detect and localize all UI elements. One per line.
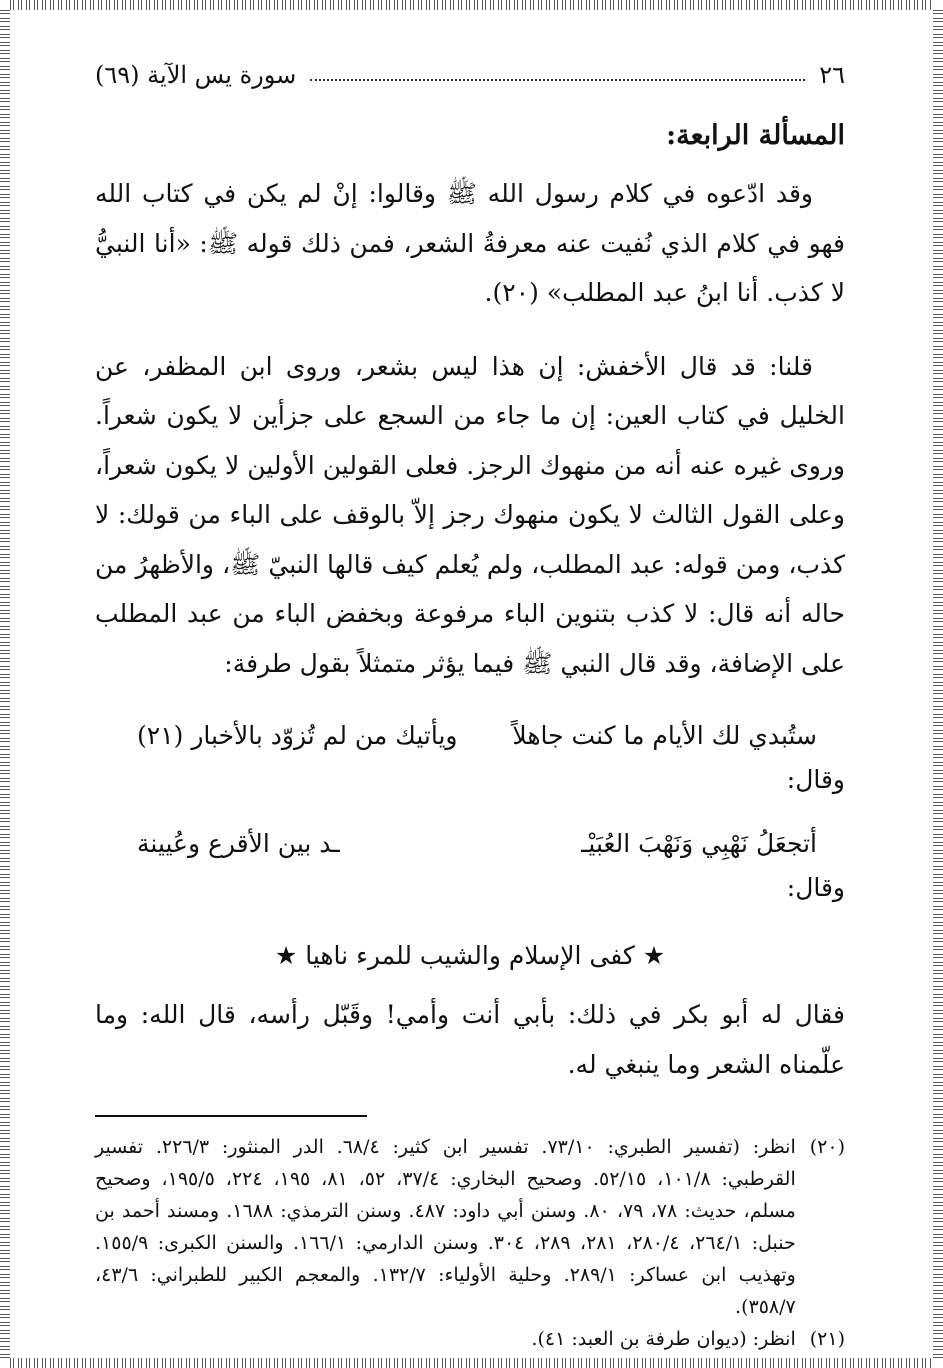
paragraph-2: قلنا: قد قال الأخفش: إن هذا ليس بشعر، وروى ابن المظفر، عن الخليل في كتاب العين: إن ما جاء من السجع على جزأين لا يكون شعراً. وروى غيره عنه أنه من منهوك الرجز. فعلى القولين الأولين لا يكون شعراً، وعلى القول الثالث لا يكون منهوك رجز إلاّ بالوقف على الباء من قولك: لا كذب، ومن قوله: عبد المطلب، ولم يُعلم كيف قالها النبيّ ﷺ، والأظهرُ من حاله أنه قال: لا كذب بتنوين الباء مرفوعة وبخفض الباء من عبد المطلب على الإضافة، وقد قال النبي ﷺ فيما يؤثر متمثلاً بقول طرفة:: [95, 351, 845, 678]
border-top: [10, 0, 933, 10]
border-right: [933, 10, 943, 1358]
footnote-number: (٢٠): [809, 1136, 845, 1158]
footnote-separator: [95, 1115, 367, 1117]
running-header: [95, 58, 845, 92]
footnote-text: انظر: (ديوان طرفة بن العبد: ٤١).: [531, 1328, 796, 1350]
section-heading: المسألة الرابعة:: [666, 120, 845, 151]
running-title: سورة يس الآية (٦٩): [95, 61, 297, 89]
footnote-20: [95, 1131, 845, 1323]
verse-2-first-hemistich: أتجعَلُ نَهْبِي وَنَهْبَ العُبَيْـ: [581, 829, 817, 858]
header-leader-dots: [310, 69, 805, 81]
footnote-21: [95, 1323, 845, 1355]
footnote-number: (٢١): [809, 1328, 845, 1350]
verse-2: [95, 820, 845, 868]
verse-1: [95, 712, 845, 760]
verse-2-second-hemistich: ـد بين الأقرع وعُيينة: [137, 829, 340, 858]
footnote-text: انظر: (تفسير الطبري: ٧٣/١٠. تفسير ابن كثير: ٦٨/٤. الدر المنثور: ٢٢٦/٣. تفسير القرطبي: ١٠١/٨، ٥٢/١٥. وصحيح البخاري: ٣٧/٤، ٥٢، ٨١، ١٩٥، ٢٢٤، ١٩٥/٥، وصحيح مسلم، حديث: ٧٨، ٧٩، ٨٠. وسنن أبي داود: ٤٨٧. وسنن الترمذي: ١٦٨٨. ومسند أحمد بن حنبل: ٢٦٤/١، ٢٨٠/٤، ٢٨١، ٢٨٩، ٣٠٤. وسنن الدارمي: ١٦٦/١. والسنن الكبرى: ١٥٥/٩. وتهذيب ابن عساكر: ٢٨٩/١. وحلية الأولياء: ١٣٢/٧. والمعجم الكبير للطبراني: ٤٣/٦، ٣٥٨/٧).: [95, 1136, 796, 1318]
and-said-1: وقال:: [786, 765, 845, 794]
page-content: [95, 58, 845, 1355]
centered-verse: ★ كفى الإسلام والشيب للمرء ناهيا ★: [274, 941, 666, 970]
border-left: [0, 10, 10, 1358]
and-said-2: وقال:: [786, 873, 845, 902]
closing-paragraph: فقال له أبو بكر في ذلك: بأبي أنت وأمي! وقَبّل رأسه، قال الله: وما علّمناه الشعر وما ينبغي له.: [95, 1000, 845, 1079]
verse-1-second-hemistich: ويأتيك من لم تُزوّد بالأخبار (٢١): [137, 721, 458, 750]
verse-1-first-hemistich: ستُبدي لك الأيام ما كنت جاهلاً: [512, 721, 817, 750]
border-bottom: [10, 1358, 933, 1368]
footnotes: [95, 1131, 845, 1355]
paragraph-1: وقد ادّعوه في كلام رسول الله ﷺ وقالوا: إنْ لم يكن في كتاب الله فهو في كلام الذي نُفيت عنه معرفةُ الشعر، فمن ذلك قوله ﷺ: «أنا النبيُّ لا كذب. أنا ابنُ عبد المطلب» (٢٠).: [95, 179, 845, 307]
page-number: ٢٦: [819, 61, 845, 89]
